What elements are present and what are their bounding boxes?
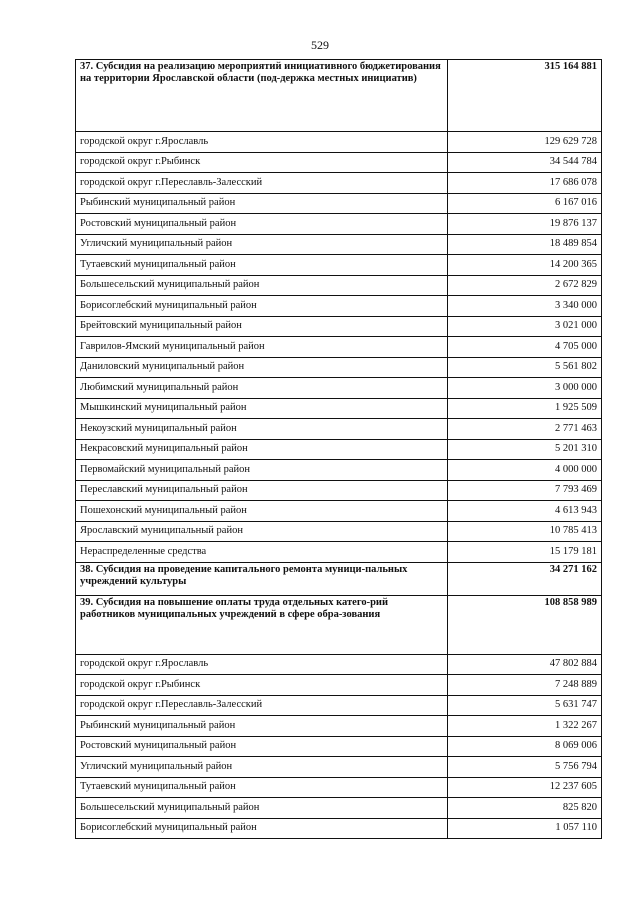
amount-value: 825 820 [448, 798, 602, 819]
amount-value: 15 179 181 [448, 542, 602, 563]
recipient-name: Ростовский муниципальный район [76, 214, 448, 235]
amount-value: 5 631 747 [448, 695, 602, 716]
table-row [76, 480, 602, 501]
recipient-name: Любимский муниципальный район [76, 378, 448, 399]
table-row [76, 173, 602, 194]
amount-value: 18 489 854 [448, 234, 602, 255]
recipient-name: Рыбинский муниципальный район [76, 716, 448, 737]
amount-value: 5 201 310 [448, 439, 602, 460]
amount-value: 129 629 728 [448, 132, 602, 153]
amount-value: 1 322 267 [448, 716, 602, 737]
table-row [76, 132, 602, 153]
table-row [76, 460, 602, 481]
recipient-name: городской округ г.Рыбинск [76, 152, 448, 173]
amount-value: 12 237 605 [448, 777, 602, 798]
amount-value: 14 200 365 [448, 255, 602, 276]
recipient-name: Ярославский муниципальный район [76, 521, 448, 542]
page-number: 529 [311, 38, 329, 52]
recipient-name: Борисоглебский муниципальный район [76, 818, 448, 839]
section-total: 108 858 989 [448, 595, 602, 654]
table-row [76, 501, 602, 522]
recipient-name: Мышкинский муниципальный район [76, 398, 448, 419]
table-row [76, 152, 602, 173]
table-row [76, 255, 602, 276]
section-title: 39. Субсидия на повышение оплаты труда отдельных катего-рий работников муниципальных учреждений в сфере обра-зования [76, 595, 448, 654]
amount-value: 7 793 469 [448, 480, 602, 501]
table-row [76, 542, 602, 563]
amount-value: 1 057 110 [448, 818, 602, 839]
amount-value: 3 021 000 [448, 316, 602, 337]
table-row [76, 193, 602, 214]
recipient-name: Брейтовский муниципальный район [76, 316, 448, 337]
recipient-name: Переславский муниципальный район [76, 480, 448, 501]
amount-value: 3 000 000 [448, 378, 602, 399]
table-row [76, 736, 602, 757]
table-row [76, 675, 602, 696]
section-total: 34 271 162 [448, 562, 602, 595]
amount-value: 4 705 000 [448, 337, 602, 358]
table-row [76, 234, 602, 255]
amount-value: 10 785 413 [448, 521, 602, 542]
recipient-name: Борисоглебский муниципальный район [76, 296, 448, 317]
table-row [76, 818, 602, 839]
budget-table [75, 59, 602, 839]
table-row [76, 521, 602, 542]
recipient-name: Тутаевский муниципальный район [76, 777, 448, 798]
table-row [76, 419, 602, 440]
recipient-name: городской округ г.Ярославль [76, 654, 448, 675]
section-row [76, 60, 602, 132]
recipient-name: Некрасовский муниципальный район [76, 439, 448, 460]
recipient-name: Нераспределенные средства [76, 542, 448, 563]
amount-value: 19 876 137 [448, 214, 602, 235]
recipient-name: Некоузский муниципальный район [76, 419, 448, 440]
recipient-name: Большесельский муниципальный район [76, 275, 448, 296]
table-row [76, 316, 602, 337]
recipient-name: Первомайский муниципальный район [76, 460, 448, 481]
recipient-name: Пошехонский муниципальный район [76, 501, 448, 522]
amount-value: 5 756 794 [448, 757, 602, 778]
table-row [76, 398, 602, 419]
recipient-name: городской округ г.Переславль-Залесский [76, 695, 448, 716]
section-row [76, 595, 602, 654]
table-row [76, 357, 602, 378]
table-row [76, 716, 602, 737]
amount-value: 6 167 016 [448, 193, 602, 214]
table-row [76, 378, 602, 399]
table-row [76, 654, 602, 675]
table-row [76, 296, 602, 317]
table-row [76, 757, 602, 778]
table-row [76, 798, 602, 819]
section-row [76, 562, 602, 595]
amount-value: 2 672 829 [448, 275, 602, 296]
table-row [76, 695, 602, 716]
table-row [76, 337, 602, 358]
section-total: 315 164 881 [448, 60, 602, 132]
amount-value: 4 613 943 [448, 501, 602, 522]
recipient-name: Тутаевский муниципальный район [76, 255, 448, 276]
recipient-name: Ростовский муниципальный район [76, 736, 448, 757]
recipient-name: городской округ г.Переславль-Залесский [76, 173, 448, 194]
table-row [76, 214, 602, 235]
amount-value: 7 248 889 [448, 675, 602, 696]
table-row [76, 439, 602, 460]
amount-value: 2 771 463 [448, 419, 602, 440]
recipient-name: Угличский муниципальный район [76, 234, 448, 255]
amount-value: 5 561 802 [448, 357, 602, 378]
section-title: 38. Субсидия на проведение капитального ремонта муници-пальных учреждений культуры [76, 562, 448, 595]
recipient-name: Даниловский муниципальный район [76, 357, 448, 378]
amount-value: 1 925 509 [448, 398, 602, 419]
recipient-name: городской округ г.Ярославль [76, 132, 448, 153]
amount-value: 4 000 000 [448, 460, 602, 481]
budget-table-body [76, 60, 602, 839]
amount-value: 8 069 006 [448, 736, 602, 757]
recipient-name: Рыбинский муниципальный район [76, 193, 448, 214]
table-row [76, 275, 602, 296]
recipient-name: городской округ г.Рыбинск [76, 675, 448, 696]
amount-value: 47 802 884 [448, 654, 602, 675]
recipient-name: Гаврилов-Ямский муниципальный район [76, 337, 448, 358]
amount-value: 17 686 078 [448, 173, 602, 194]
amount-value: 3 340 000 [448, 296, 602, 317]
table-row [76, 777, 602, 798]
recipient-name: Большесельский муниципальный район [76, 798, 448, 819]
section-title: 37. Субсидия на реализацию мероприятий инициативного бюджетирования на территории Ярославской области (под-держка местных инициатив) [76, 60, 448, 132]
amount-value: 34 544 784 [448, 152, 602, 173]
recipient-name: Угличский муниципальный район [76, 757, 448, 778]
